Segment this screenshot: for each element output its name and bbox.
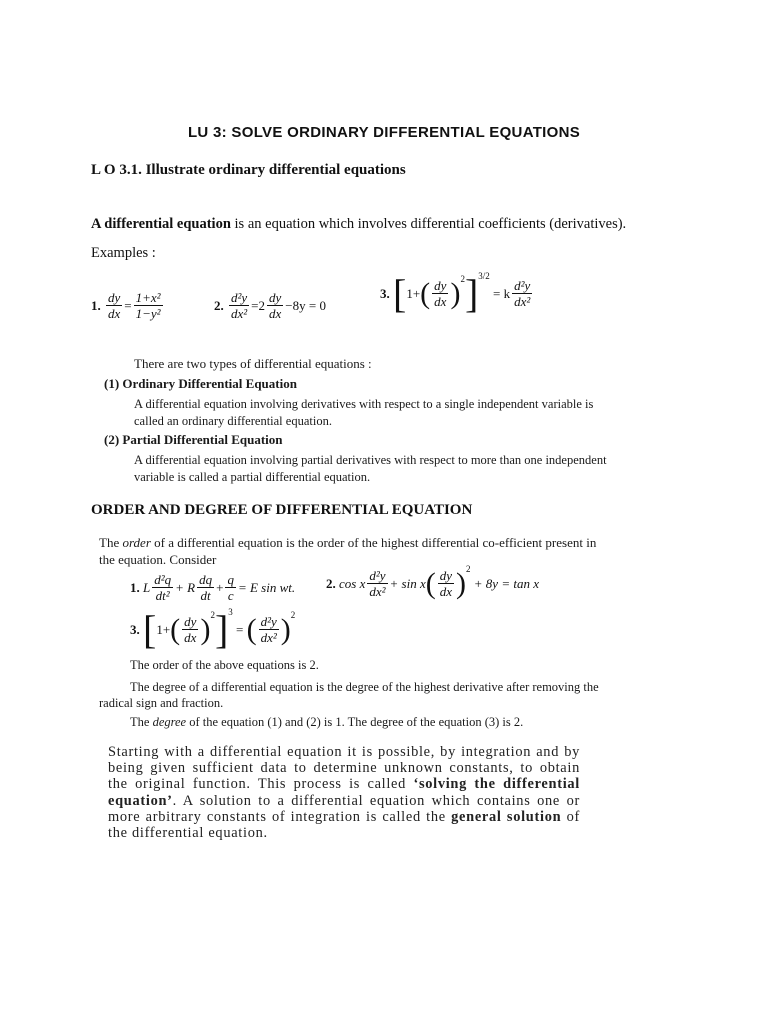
definition-paragraph <box>91 216 626 233</box>
order-equation-3: 3. [ 1+ ( $\frac{dy}{dx}$ ) 2 ] 3 = ( $\frac{\text{d²y}}{\text{dx²}}$ ) 2 <box>130 606 296 652</box>
example-equation-3: 3. [ 1+ ( $\frac{dy}{dx}$ ) 2 ] 3/2 = k $\frac{\text{d²y}}{\text{dx²}}$ <box>380 270 531 316</box>
examples-label: Examples : <box>91 245 156 261</box>
example-equation-1: 1. $\frac{dy}{dx}$ = $\frac{\text{1+x²}}{\text{1−y²}}$ <box>91 290 161 321</box>
section-heading-order-degree: ORDER AND DEGREE OF DIFFERENTIAL EQUATION <box>91 502 473 518</box>
ordinary-description: A differential equation involving derivatives with respect to a single independent variable is called an ordinary differential equation. <box>134 397 594 428</box>
learning-objective: L O 3.1. Illustrate ordinary differential equations <box>91 162 406 178</box>
partial-heading: (2) Partial Differential Equation <box>104 432 283 447</box>
types-intro: There are two types of differential equations : <box>134 356 372 371</box>
definition-term: A differential equation <box>91 216 231 232</box>
degree-definition: The degree of a differential equation is the degree of the highest derivative after removing the radical sign and fraction. <box>99 680 599 710</box>
partial-description: A differential equation involving partial derivatives with respect to more than one independent variable is called a partial differential equation. <box>134 453 607 484</box>
solving-paragraph: Starting with a differential equation it is possible, by integration and by being given sufficient data to determine unknown constants, to obtain the original function. This process is called ‘solving the differential equation’. A solution to a differential equation which contains one or more arbitrary constants of integration is called the general solution of the differential equation. <box>108 744 581 842</box>
ordinary-heading: (1) Ordinary Differential Equation <box>104 376 297 391</box>
order-equation-2: 2. cos x $\frac{\text{d²y}}{\text{dx²}}$ + sin x ( $\frac{dy}{dx}$ ) 2 + 8y = tan x <box>326 563 539 600</box>
order-equation-1: 1. L $\frac{\text{d²q}}{\text{dt²}}$ + R $\frac{dq}{dt}$ + $\frac{q}{c}$ = E sin wt. <box>130 572 296 603</box>
order-statement: The order of the above equations is 2. <box>130 658 319 672</box>
degree-statement: The degree of the equation (1) and (2) is 1. The degree of the equation (3) is 2. <box>130 715 524 729</box>
order-definition: The order of a differential equation is the order of the highest differential co-efficient present in the equation. Consider <box>99 535 597 567</box>
page-title: LU 3: SOLVE ORDINARY DIFFERENTIAL EQUATIONS <box>187 124 581 141</box>
example-equation-2: 2. $\frac{\text{d²y}}{\text{dx²}}$ =2 $\frac{dy}{dx}$ −8y = 0 <box>214 290 326 321</box>
definition-text: is an equation which involves differential coefficients (derivatives). <box>230 216 627 232</box>
